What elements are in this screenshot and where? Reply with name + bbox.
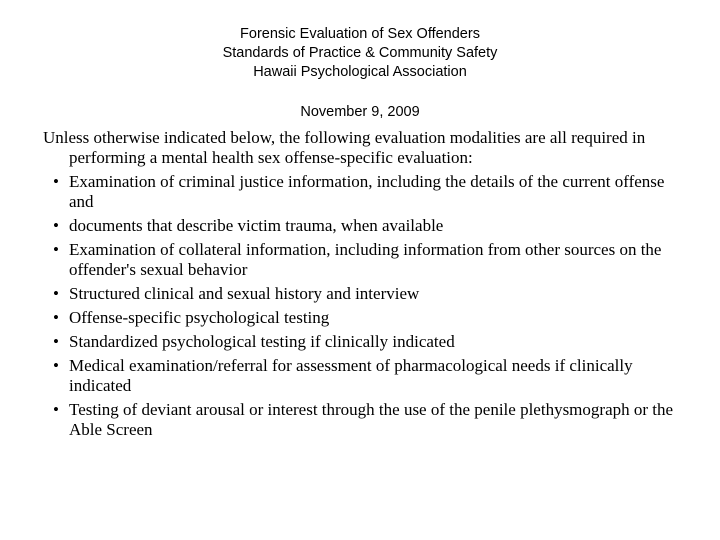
list-item-text: documents that describe victim trauma, when available <box>69 216 444 235</box>
list-item <box>43 284 683 304</box>
document-subtitle: Standards of Practice & Community Safety <box>222 45 498 61</box>
bullet-icon: • <box>53 308 59 327</box>
bullet-icon: • <box>53 284 59 303</box>
list-item <box>43 400 683 440</box>
bullet-icon: • <box>53 356 59 375</box>
document-body <box>43 128 683 440</box>
organization-name: Hawaii Psychological Association <box>253 64 467 80</box>
list-item <box>43 332 683 352</box>
document-date: November 9, 2009 <box>300 104 420 120</box>
bullet-icon: • <box>53 240 59 259</box>
list-item <box>43 172 683 212</box>
list-item-text: Examination of collateral information, including information from other sources on the offender's sexual behavior <box>69 240 662 279</box>
list-item-text: Examination of criminal justice information, including the details of the current offense and <box>69 172 665 211</box>
list-item <box>43 308 683 328</box>
list-item <box>43 216 683 236</box>
list-item-text: Offense-specific psychological testing <box>69 308 330 327</box>
bullet-icon: • <box>53 172 59 191</box>
document-title: Forensic Evaluation of Sex Offenders <box>240 26 480 42</box>
list-item-text: Medical examination/referral for assessment of pharmacological needs if clinically indicated <box>69 356 633 395</box>
bullet-icon: • <box>53 332 59 351</box>
modality-list <box>43 172 683 440</box>
list-item-text: Structured clinical and sexual history and interview <box>69 284 420 303</box>
list-item-text: Testing of deviant arousal or interest through the use of the penile plethysmograph or the Able Screen <box>69 400 674 439</box>
list-item <box>43 356 683 396</box>
bullet-icon: • <box>53 216 59 235</box>
list-item-text: Standardized psychological testing if clinically indicated <box>69 332 455 351</box>
list-item <box>43 240 683 280</box>
bullet-icon: • <box>53 400 59 419</box>
document-header <box>0 25 720 82</box>
intro-paragraph: Unless otherwise indicated below, the following evaluation modalities are all required in performing a mental health sex offense-specific evaluation: <box>43 128 646 167</box>
